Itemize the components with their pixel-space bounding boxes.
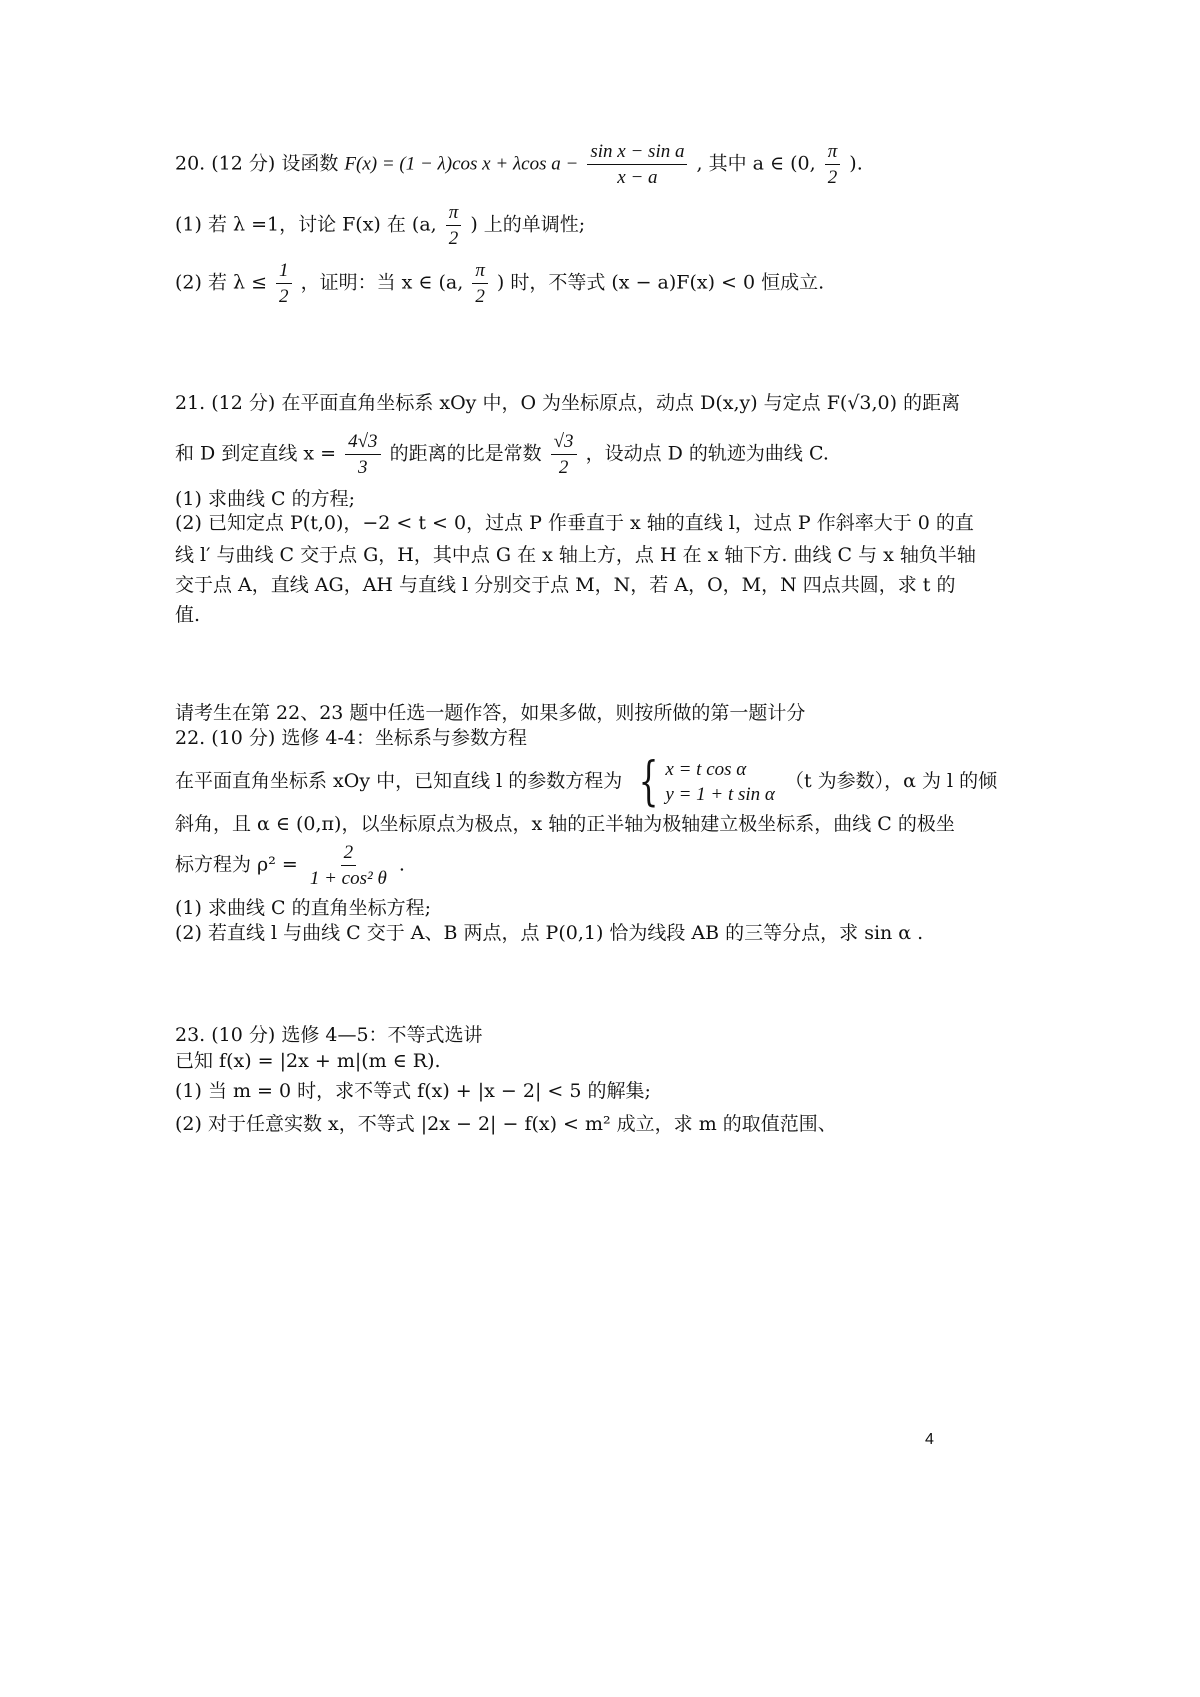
q22-brace: { bbox=[638, 752, 659, 812]
q20-intro: 20. (12 分) 设函数 bbox=[175, 152, 339, 175]
q21-line2-a: 和 D 到定直线 x = bbox=[175, 442, 337, 465]
q23-line2: (1) 当 m = 0 时，求不等式 f(x) + |x − 2| < 5 的解集; bbox=[175, 1080, 651, 1102]
q22-line4: (1) 求曲线 C 的直角坐标方程; bbox=[175, 897, 431, 919]
q21-line2-den2: 2 bbox=[558, 457, 569, 478]
q20-func-fraction bbox=[587, 142, 687, 187]
q21-line2-num1: 4√3 bbox=[345, 432, 380, 455]
q22-line3-num: 2 bbox=[341, 843, 357, 866]
q20-part2-num: 1 bbox=[276, 261, 292, 284]
q20-part2-pi: π bbox=[472, 261, 488, 284]
q21-line2-b: 的距离的比是常数 bbox=[389, 442, 542, 465]
q21-line2-fraction2 bbox=[551, 432, 577, 477]
q23-title: 23. (10 分) 选修 4—5：不等式选讲 bbox=[175, 1024, 483, 1046]
q22-line3-a: 标方程为 ρ² = bbox=[175, 853, 298, 876]
q21-line5: 线 l′ 与曲线 C 交于点 G，H，其中点 G 在 x 轴上方，点 H 在 x 轴下方. 曲线 C 与 x 轴负半轴 bbox=[175, 544, 976, 566]
q23-line3: (2) 对于任意实数 x，不等式 |2x − 2| − f(x) < m² 成立，求 m 的取值范围、 bbox=[175, 1113, 837, 1135]
q20-part2-den: 2 bbox=[279, 286, 289, 307]
q23-line1: 已知 f(x) = |2x + m|(m ∈ R). bbox=[175, 1050, 441, 1072]
q20-part2-fraction bbox=[472, 261, 488, 306]
q20-two: 2 bbox=[827, 167, 838, 188]
q21-line2-c: ，设动点 D 的轨迹为曲线 C. bbox=[585, 442, 829, 465]
q22-line1-a: 在平面直角坐标系 xOy 中，已知直线 l 的参数方程为 bbox=[175, 770, 623, 792]
q22-line2: 斜角，且 α ∈ (0,π)，以坐标原点为极点，x 轴的正半轴为极轴建立极坐标系，曲线 C 的极坐 bbox=[175, 813, 955, 835]
q20-line1 bbox=[175, 142, 863, 187]
answer-choice-notice: 请考生在第 22、23 题中任选一题作答，如果多做，则按所做的第一题计分 bbox=[175, 702, 806, 724]
q20-pi-half-fraction bbox=[825, 142, 841, 187]
q21-line2 bbox=[175, 432, 829, 477]
q21-line3: (1) 求曲线 C 的方程; bbox=[175, 488, 355, 510]
q22-line3 bbox=[175, 843, 405, 888]
q22-sys-row1: x = t cos α bbox=[665, 759, 747, 780]
q22-line1-b: （t 为参数），α 为 l 的倾 bbox=[784, 770, 998, 792]
q22-line3-den: 1 + cos² θ bbox=[309, 868, 387, 889]
q21-line7: 值. bbox=[175, 604, 201, 626]
q20-func-left: F(x) = (1 − λ)cos x + λcos a − bbox=[344, 153, 579, 175]
q20-part1-a: (1) 若 λ =1，讨论 F(x) 在 (a, bbox=[175, 213, 437, 236]
q20-part1-fraction bbox=[446, 203, 462, 248]
q21-line2-num2: √3 bbox=[551, 432, 577, 455]
q20-part1-b: ) 上的单调性; bbox=[470, 213, 586, 236]
q20-part1-two: 2 bbox=[448, 228, 459, 249]
q22-line3-b: . bbox=[398, 853, 405, 876]
q20-part2-c: ) 时，不等式 (x − a)F(x) < 0 恒成立. bbox=[496, 271, 825, 294]
q20-part2 bbox=[175, 261, 824, 306]
q21-line4: (2) 已知定点 P(t,0)，−2 < t < 0，过点 P 作垂直于 x 轴的直线 l，过点 P 作斜率大于 0 的直 bbox=[175, 512, 974, 534]
q22-sys-row2: y = 1 + t sin α bbox=[665, 784, 775, 805]
q20-pi: π bbox=[825, 142, 841, 165]
q20-part2-b: ，证明：当 x ∈ (a, bbox=[300, 271, 464, 294]
page-number: 4 bbox=[925, 1431, 934, 1448]
q21-line2-den1: 3 bbox=[358, 457, 368, 478]
q21-line1: 21. (12 分) 在平面直角坐标系 xOy 中，O 为坐标原点，动点 D(x,y) 与定点 F(√3,0) 的距离 bbox=[175, 392, 961, 414]
q20-part2-a: (2) 若 λ ≤ bbox=[175, 271, 267, 294]
q22-line5: (2) 若直线 l 与曲线 C 交于 A、B 两点，点 P(0,1) 恰为线段 AB 的三等分点，求 sin α . bbox=[175, 922, 924, 944]
q21-line2-fraction1 bbox=[345, 432, 380, 477]
q21-line6: 交于点 A，直线 AG，AH 与直线 l 分别交于点 M，N，若 A，O，M，N 四点共圆，求 t 的 bbox=[175, 574, 956, 596]
q20-domain-prefix: , 其中 a ∈ (0, bbox=[696, 152, 816, 175]
q20-part2-two: 2 bbox=[475, 286, 485, 307]
q22-parametric-system bbox=[632, 752, 775, 812]
q22-title: 22. (10 分) 选修 4-4：坐标系与参数方程 bbox=[175, 727, 527, 749]
q20-part2-half bbox=[276, 261, 292, 306]
q20-domain-suffix: ). bbox=[849, 152, 863, 175]
q20-func-den: x − a bbox=[617, 167, 658, 188]
q20-part1-pi: π bbox=[446, 203, 462, 226]
q20-part1 bbox=[175, 203, 585, 248]
q20-func-num: sin x − sin a bbox=[587, 142, 687, 165]
q22-line1 bbox=[175, 752, 998, 812]
q22-line3-fraction bbox=[307, 843, 390, 888]
